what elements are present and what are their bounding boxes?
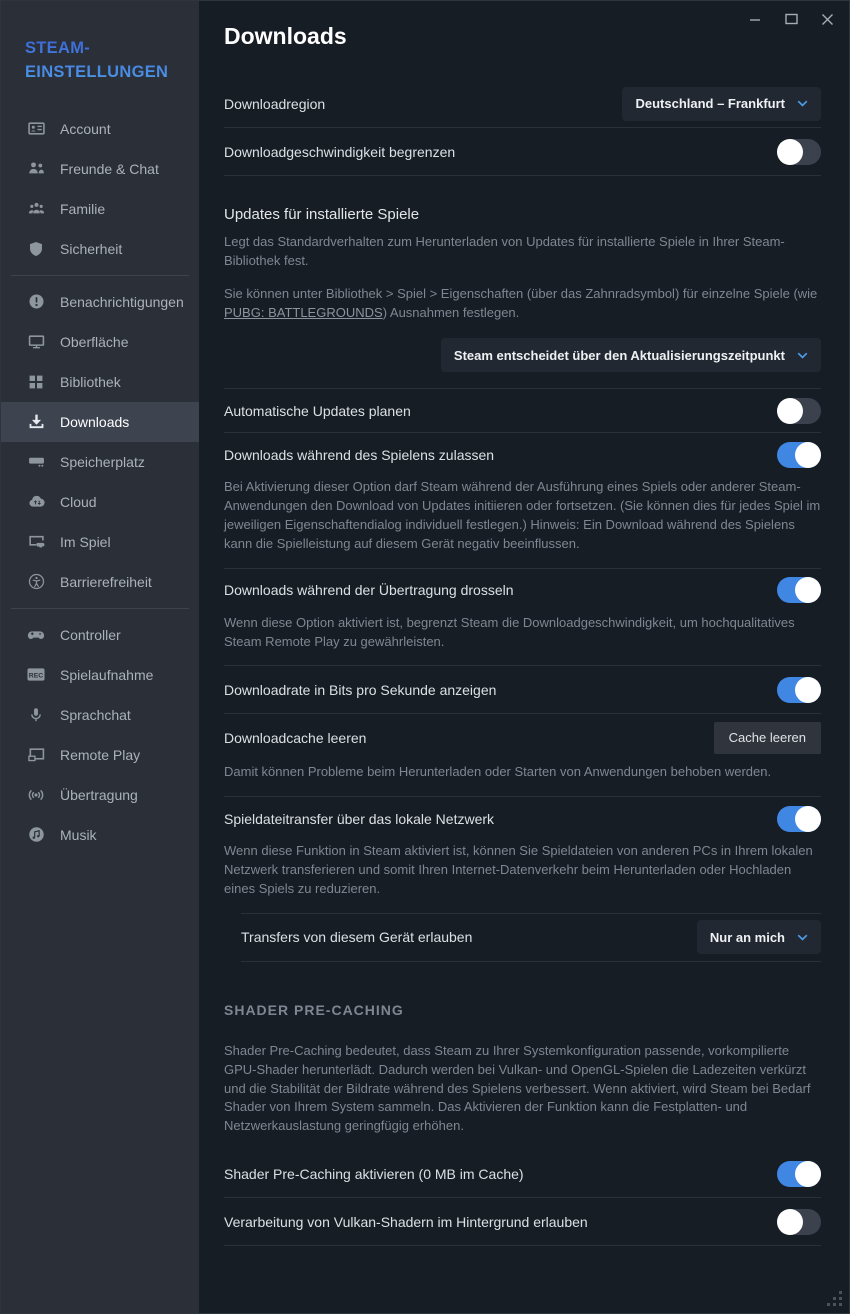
minimize-icon bbox=[749, 13, 761, 25]
throttle-while-streaming-desc: Wenn diese Option aktiviert ist, begrenzt Steam die Downloadgeschwindigkeit, um hochqualitatives Steam Remote Play zu gewährleisten. bbox=[224, 614, 795, 649]
sidebar-item-label: Sicherheit bbox=[60, 240, 123, 257]
minimize-button[interactable] bbox=[747, 11, 763, 27]
toggle-knob bbox=[777, 398, 803, 424]
sidebar-item-spielaufnahme[interactable] bbox=[1, 655, 199, 695]
sidebar-item-benachrichtigungen[interactable] bbox=[1, 282, 199, 322]
sidebar-item-label: Barrierefreiheit bbox=[60, 573, 152, 590]
sidebar-divider bbox=[11, 608, 189, 609]
download-region-label: Downloadregion bbox=[224, 95, 326, 112]
schedule-updates-label: Automatische Updates planen bbox=[224, 402, 411, 419]
divider bbox=[224, 1245, 821, 1246]
vulkan-background-label: Verarbeitung von Vulkan-Shadern im Hintergrund erlauben bbox=[224, 1213, 588, 1230]
svg-text:REC: REC bbox=[28, 672, 44, 680]
transfer-allow-row bbox=[241, 914, 821, 961]
clear-cache-row bbox=[224, 714, 821, 761]
vulkan-background-toggle[interactable] bbox=[777, 1209, 821, 1235]
download-region-select[interactable] bbox=[622, 87, 821, 121]
microphone-icon bbox=[27, 706, 45, 724]
sidebar-item-downloads[interactable] bbox=[1, 402, 199, 442]
friends-icon bbox=[27, 160, 45, 178]
sidebar-item-sicherheit[interactable] bbox=[1, 229, 199, 269]
family-icon bbox=[27, 200, 45, 218]
sidebar-item-label: Musik bbox=[60, 826, 97, 843]
chevron-down-icon bbox=[797, 934, 808, 941]
grid-icon bbox=[27, 373, 45, 391]
sidebar-item-label: Spielaufnahme bbox=[60, 666, 154, 683]
settings-sidebar bbox=[1, 1, 199, 1313]
sidebar-item-label: Speicherplatz bbox=[60, 453, 145, 470]
sidebar-item-uebertragung[interactable] bbox=[1, 775, 199, 815]
sidebar-item-label: Familie bbox=[60, 200, 106, 217]
resize-grip[interactable] bbox=[827, 1291, 842, 1306]
sidebar-item-label: Übertragung bbox=[60, 786, 138, 803]
sidebar-title-line2: EINSTELLUNGEN bbox=[25, 62, 169, 81]
transfer-allow-select[interactable] bbox=[697, 920, 821, 954]
toggle-knob bbox=[795, 806, 821, 832]
rates-in-bits-row bbox=[224, 666, 821, 713]
lan-transfer-desc: Wenn diese Funktion in Steam aktiviert ist, können Sie Spieldateien von anderen PCs in Ihrem lokalen Netzwerk transferieren und somit Ihren Internet-Datenverkehr beim Herunterladen oder Hochladen eines Spiels zu reduzieren. bbox=[224, 843, 813, 896]
transfer-allow-subrow bbox=[241, 913, 821, 962]
close-button[interactable] bbox=[819, 11, 835, 27]
clear-cache-desc: Damit können Probleme beim Herunterladen oder Starten von Anwendungen behoben werden. bbox=[224, 764, 772, 780]
sidebar-item-controller[interactable] bbox=[1, 615, 199, 655]
cloud-sync-icon bbox=[27, 493, 45, 511]
sidebar-item-label: Sprachchat bbox=[60, 706, 131, 723]
id-card-icon bbox=[27, 120, 45, 138]
sidebar-item-freunde-chat[interactable] bbox=[1, 149, 199, 189]
sidebar-item-label: Controller bbox=[60, 626, 121, 643]
transfer-allow-label: Transfers von diesem Gerät erlauben bbox=[241, 929, 473, 946]
clear-cache-button[interactable]: Cache leeren bbox=[714, 722, 821, 754]
shader-precaching-row bbox=[224, 1150, 821, 1197]
sidebar-item-label: Cloud bbox=[60, 493, 97, 510]
sidebar-item-label: Remote Play bbox=[60, 746, 141, 763]
maximize-icon bbox=[785, 13, 798, 25]
toggle-knob bbox=[777, 139, 803, 165]
rec-badge-icon bbox=[27, 666, 45, 684]
updates-desc-2-post: ) Ausnahmen festlegen. bbox=[382, 304, 520, 320]
updates-desc-2-pre: Sie können unter Bibliothek > Spiel > Eigenschaften (über das Zahnradsymbol) für einzelne Spiele (wie bbox=[224, 285, 818, 301]
sidebar-item-label: Im Spiel bbox=[60, 533, 111, 550]
shader-section-desc: Shader Pre-Caching bedeutet, dass Steam zu Ihrer Systemkonfiguration passende, vorkompilierte GPU-Shader herunterlädt. Dadurch werden bei Vulkan- und OpenGL-Spielen die Ladezeiten verkürzt und die Stabilität der Bildrate während des Spielens verbessert. Wenn aktiviert, wird Steam bei Bedarf Shader von Ihrem System sammeln. Das Aktivieren der Funktion kann die Festplatten- und Netzwerkauslastung geringfügig erhöhen. bbox=[224, 1042, 811, 1134]
lan-transfer-toggle[interactable] bbox=[777, 806, 821, 832]
rates-in-bits-toggle[interactable] bbox=[777, 677, 821, 703]
toggle-knob bbox=[795, 1161, 821, 1187]
sidebar-item-label: Bibliothek bbox=[60, 373, 121, 390]
downloads-while-playing-desc: Bei Aktivierung dieser Option darf Steam während der Ausführung eines Spiels oder anderer Steam-Anwendungen den Download von Updates initiieren oder fortsetzen. (Sie können dies für jedes Spiel im jeweiligen Eigenschaftendialog individuell festlegen.) Hinweis: Ein Download während des Spielens kann die Spielleistung auf diesem Gerät negativ beeinflussen. bbox=[224, 479, 821, 551]
toggle-knob bbox=[777, 1209, 803, 1235]
rates-in-bits-label: Downloadrate in Bits pro Sekunde anzeigen bbox=[224, 681, 497, 698]
chevron-down-icon bbox=[797, 352, 808, 359]
sidebar-title-line1: STEAM- bbox=[25, 39, 91, 57]
updates-section-heading: Updates für installierte Spiele bbox=[224, 206, 420, 223]
updates-desc-2 bbox=[224, 285, 821, 323]
sidebar-item-remote-play[interactable] bbox=[1, 735, 199, 775]
maximize-button[interactable] bbox=[783, 11, 799, 27]
shader-section-heading: SHADER PRE-CACHING bbox=[224, 1001, 404, 1018]
pubg-link[interactable]: PUBG: BATTLEGROUNDS bbox=[224, 304, 383, 320]
toggle-knob bbox=[795, 442, 821, 468]
toggle-knob bbox=[795, 677, 821, 703]
schedule-updates-toggle[interactable] bbox=[777, 398, 821, 424]
clear-cache-label: Downloadcache leeren bbox=[224, 729, 367, 746]
close-icon bbox=[821, 13, 834, 26]
sidebar-item-bibliothek[interactable] bbox=[1, 362, 199, 402]
accessibility-icon bbox=[27, 573, 45, 591]
sidebar-divider bbox=[11, 275, 189, 276]
window-controls bbox=[747, 11, 835, 27]
sidebar-item-speicherplatz[interactable] bbox=[1, 442, 199, 482]
storage-drive-icon bbox=[27, 453, 45, 471]
gamepad-icon bbox=[27, 626, 45, 644]
vulkan-background-row bbox=[224, 1198, 821, 1245]
sidebar-item-label: Downloads bbox=[60, 413, 130, 430]
download-region-row bbox=[224, 80, 821, 127]
sidebar-item-label: Oberfläche bbox=[60, 333, 129, 350]
chevron-down-icon bbox=[797, 100, 808, 107]
downloads-while-playing-label: Downloads während des Spielens zulassen bbox=[224, 446, 495, 463]
sidebar-item-label: Freunde & Chat bbox=[60, 160, 159, 177]
sidebar-item-cloud[interactable] bbox=[1, 482, 199, 522]
sidebar-item-im-spiel[interactable] bbox=[1, 522, 199, 562]
throttle-while-streaming-toggle[interactable] bbox=[777, 577, 821, 603]
updates-desc-1: Legt das Standardverhalten zum Herunterladen von Updates für installierte Spiele in Ihrer Steam-Bibliothek fest. bbox=[224, 234, 785, 268]
sidebar-item-label: Account bbox=[60, 120, 111, 137]
download-icon bbox=[27, 413, 45, 431]
broadcast-icon bbox=[27, 786, 45, 804]
sidebar-item-label: Benachrichtigungen bbox=[60, 293, 184, 310]
sidebar-title bbox=[25, 37, 175, 85]
sidebar-item-sprachchat[interactable] bbox=[1, 695, 199, 735]
lan-transfer-label: Spieldateitransfer über das lokale Netzwerk bbox=[224, 810, 495, 827]
shield-icon bbox=[27, 240, 45, 258]
sidebar-item-familie[interactable] bbox=[1, 189, 199, 229]
transfer-allow-value: Nur an mich bbox=[709, 929, 785, 945]
downloads-while-playing-row bbox=[224, 433, 821, 476]
download-region-value: Deutschland – Frankfurt bbox=[635, 96, 785, 111]
downloads-settings-page bbox=[199, 1, 849, 1313]
update-schedule-select[interactable] bbox=[441, 338, 821, 372]
monitor-icon bbox=[27, 333, 45, 351]
in-game-overlay-icon bbox=[27, 533, 45, 551]
downloads-while-playing-toggle[interactable] bbox=[777, 442, 821, 468]
limit-bandwidth-toggle[interactable] bbox=[777, 139, 821, 165]
update-schedule-value: Steam entscheidet über den Aktualisierungszeitpunkt bbox=[453, 347, 785, 363]
sidebar-item-oberflaeche[interactable] bbox=[1, 322, 199, 362]
update-schedule-dropdown-row bbox=[224, 338, 821, 372]
sidebar-item-musik[interactable] bbox=[1, 815, 199, 855]
limit-bandwidth-row bbox=[224, 128, 821, 175]
alert-circle-icon bbox=[27, 293, 45, 311]
shader-precaching-label: Shader Pre-Caching aktivieren (0 MB im Cache) bbox=[224, 1165, 524, 1182]
throttle-while-streaming-row bbox=[224, 569, 821, 612]
sidebar-item-barrierefreiheit[interactable] bbox=[1, 562, 199, 602]
shader-precaching-toggle[interactable] bbox=[777, 1161, 821, 1187]
remote-play-icon bbox=[27, 746, 45, 764]
toggle-knob bbox=[795, 577, 821, 603]
throttle-while-streaming-label: Downloads während der Übertragung drosseln bbox=[224, 582, 514, 599]
page-title: Downloads bbox=[224, 23, 347, 49]
lan-transfer-row bbox=[224, 797, 821, 840]
schedule-updates-row bbox=[224, 389, 821, 432]
limit-bandwidth-label: Downloadgeschwindigkeit begrenzen bbox=[224, 143, 456, 160]
music-note-icon bbox=[27, 826, 45, 844]
sidebar-item-account[interactable] bbox=[1, 109, 199, 149]
